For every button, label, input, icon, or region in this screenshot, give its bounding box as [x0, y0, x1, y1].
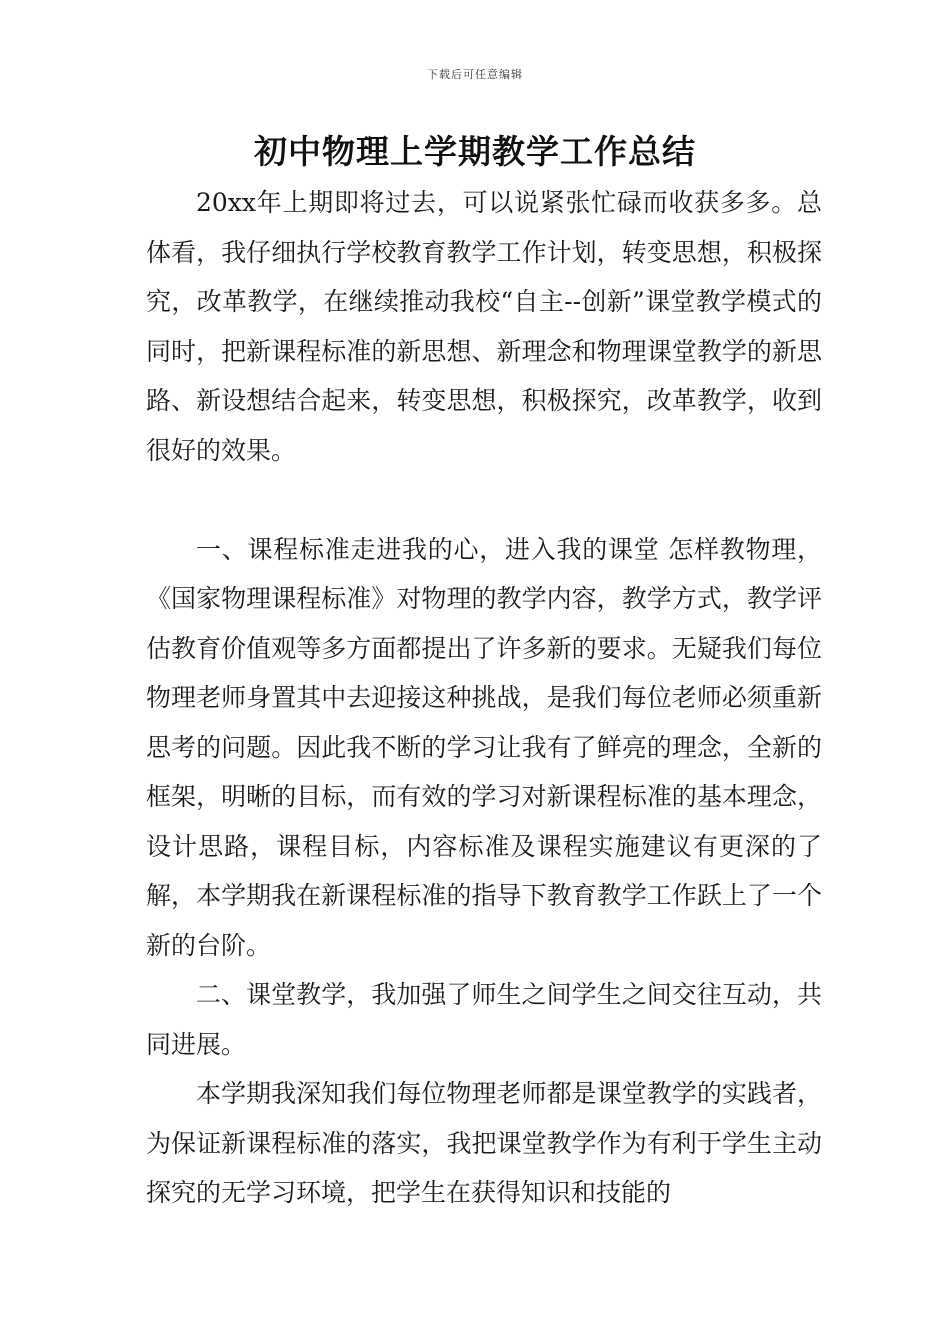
- page-header-note: 下载后可任意编辑: [427, 68, 523, 81]
- paragraph-section-one: 一、课程标准走进我的心，进入我的课堂 怎样教物理，《国家物理课程标准》对物理的教学内容，教学方式，教学评估教育价值观等多方面都提出了许多新的要求。无疑我们每位物理老师身置其中去迎接这种挑战，是我们每位老师必须重新思考的问题。因此我不断的学习让我有了鲜亮的理念，全新的框架，明晰的目标，而有效的学习对新课程标准的基本理念，设计思路，课程目标，内容标准及课程实施建议有更深的了解，本学期我在新课程标准的指导下教育教学工作跃上了一个新的台阶。: [146, 534, 822, 960]
- paragraph-intro: 20xx年上期即将过去，可以说紧张忙碌而收获多多。总体看，我仔细执行学校教育教学工作计划，转变思想，积极探究，改革教学，在继续推动我校“自主--创新”课堂教学模式的同时，把新课程标准的新思想、新理念和物理课堂教学的新思路、新设想结合起来，转变思想，积极探究，改革教学，收到很好的效果。: [146, 188, 822, 465]
- paragraph-section-two-heading: 二、课堂教学，我加强了师生之间学生之间交往互动，共同进展。: [146, 980, 822, 1059]
- paragraph-spacer: [146, 475, 822, 525]
- paragraph-section-two-body: 本学期我深知我们每位物理老师都是课堂教学的实践者，为保证新课程标准的落实，我把课堂教学作为有利于学生主动探究的无学习环境，把学生在获得知识和技能的: [146, 1079, 822, 1207]
- document-title: 初中物理上学期教学工作总结: [254, 132, 696, 171]
- document-body: [146, 178, 822, 1218]
